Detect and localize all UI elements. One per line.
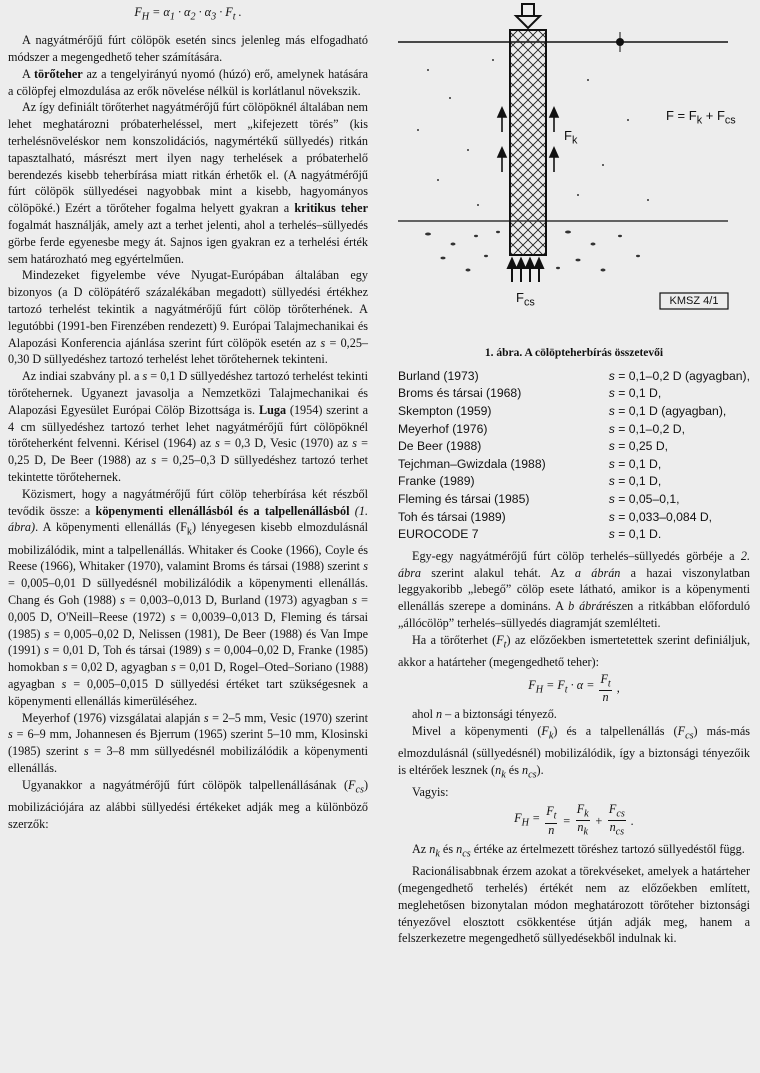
- left-column: [8, 0, 368, 833]
- references-table: [398, 368, 750, 544]
- right-paragraph-2: Ha a törőterhet $(F_t)$ az előzőekben ismertetettek szerint definiáljuk, akkor a határteher (megengedhető teher):: [398, 632, 750, 669]
- left-paragraph-6: Közismert, hogy a nagyátmérőjű fúrt cölöp teherbírása két részből tevődik össze: a köpenymenti ellenállásból és a talpellenállásból (1. ábra). A köpenymenti ellenállás $(F_k)$ lényegesen kisebb elmozdulásnál mobilizálódik, mint a talpellenállás. Whitaker és Cooke (1966), Coyle és Reese (1966), Whitaker (1970), valamint Broms és társai (1988) szerint s = 0,005–0,01 D süllyedésnél mobilizálódik a köpenymenti ellenállás. Chang és Goh (1988) s = 0,003–0,013 D, Burland (1973) agyagban s = 0,005 D, O'Neill–Reese (1972) s = 0,0039–0,013 D, Fleming és társai (1985) s = 0,005–0,02 D, Nelissen (1981), De Beer (1988) és Van Impe (1991) s = 0,01 D, Toh és társai (1989) s = 0,004–0,02 D, Franke (1985) homokban s = 0,02 D, agyagban s = 0,01 D, Rogel–Oted–Soriano (1988) agyagban s = 0,005–0,015 D süllyedési értéket tart szükségesnek a köpenymenti ellenállás kimerüléséhez.: [8, 486, 369, 708]
- stamp-label: KMSZ 4/1: [669, 295, 719, 307]
- left-paragraphs: [8, 32, 368, 832]
- right-paragraph-6: Az $n_k$ és $n_{cs}$ értéke az értelmezett töréshez tartozó süllyedéstől függ.: [412, 841, 745, 860]
- reference-row: [398, 491, 750, 509]
- reference-value: s = 0,05–0,1,: [608, 491, 680, 506]
- reference-author: De Beer (1988): [398, 439, 482, 454]
- reference-row: [398, 385, 750, 403]
- reference-value: s = 0,1 D,: [608, 386, 662, 401]
- base-force-label: $F_{cs}$: [516, 290, 535, 309]
- reference-value: s = 0,1–0,2 D (agyagban),: [608, 368, 750, 383]
- reference-row: [398, 421, 750, 439]
- reference-value: s = 0,1 D (agyagban),: [608, 403, 727, 418]
- left-paragraph-3: Az így definiált törőterhet nagyátmérőjű fúrt cölöpöknél általában nem lehet meghatározni próbaterheléssel, mert „kifejezett törés” (kis terhelésnöveléskor nem konszolidációs, nagymértékű süllyedés) ritkán tapasztalható, másrészt mert ilyen nagy terhelések a próbaterhelő berendezés kisebb teherbírása miatt ritkán érhetők el. (A nagyátmérőjű fúrt cölöpök süllyedései nagyobbak mint a kisebb, hagyományos cölöpöké.) Ezért a törőteher fogalma helyett gyakran a kritikus teher fogalmát használják, amely azt a terhet jelenti, ahol a terhelés–süllyedés görbe ferde egyenesbe megy át. Sajnos igen gyakran ez a terhelési érték sem határozható meg egyértelműen.: [8, 100, 368, 266]
- reference-author: Franke (1989): [398, 474, 475, 489]
- reference-author: Meyerhof (1976): [398, 421, 488, 436]
- top-formula: $F_H = \alpha_1 \cdot \alpha_2 \cdot \alpha_3 \cdot F_t$ .: [134, 5, 242, 23]
- left-paragraph-7: Meyerhof (1976) vizsgálatai alapján s = 2–5 mm, Vesic (1970) szerint s = 6–9 mm, Johannesen és Bjerrum (1965) szerint 5–10 mm, Klosinski (1985) szerint s = 3–8 mm süllyedésnél mobilizálódik a köpenymenti ellenállás.: [8, 710, 368, 775]
- equation-2: $F_H$ = $\frac{F_t}{n}$ = $\frac{F_k}{n_k}$ + $\frac{F_{cs}}{n_{cs}}$ .: [514, 802, 634, 838]
- pile-diagram: [398, 0, 750, 345]
- reference-row: [398, 456, 750, 474]
- right-column: [398, 0, 750, 947]
- left-paragraph-2: A törőteher az a tengelyirányú nyomó (húzó) erő, amelynek hatására a cölöpfej elmozdulása az erők növelése nélkül is korlátlanul növekszik.: [8, 66, 368, 98]
- base-resistance-arrows-icon: [508, 259, 543, 282]
- equation-1: $F_H = F_t \cdot \alpha$ = $\frac{F_t}{n}$ ,: [528, 671, 620, 705]
- right-paragraph-5: Vagyis:: [412, 785, 449, 800]
- reference-value: s = 0,1–0,2 D,: [608, 421, 685, 436]
- reference-author: Fleming és társai (1985): [398, 491, 530, 506]
- right-paragraph-3: ahol n – a biztonsági tényező.: [412, 707, 557, 722]
- reference-value: s = 0,033–0,084 D,: [608, 509, 713, 524]
- reference-row: [398, 509, 750, 527]
- reference-value: s = 0,25 D,: [608, 439, 669, 454]
- reference-author: Toh és társai (1989): [398, 509, 506, 524]
- left-paragraph-1: A nagyátmérőjű fúrt cölöpök esetén sincs jelenleg más elfogadható módszer a megengedhető teher számítására.: [8, 33, 368, 65]
- reference-row: [398, 368, 750, 386]
- reference-row: [398, 526, 750, 544]
- skin-force-label: $F_k$: [564, 128, 578, 147]
- reference-value: s = 0,1 D,: [608, 474, 662, 489]
- reference-author: Broms és társai (1968): [398, 386, 522, 401]
- pile-figure: [398, 0, 750, 345]
- left-paragraph-5: Az indiai szabvány pl. a s = 0,1 D süllyedéshez tartozó terhelést tekinti törőtehernek. Ugyanezt javasolja a Nemzetközi Talajmechanikai és Alapozási Egyesület Európai Cölöp Bizottsága is. Luga (1954) szerint a 4 cm süllyedéshez tartozó terhet lehet nagyátmérőjű fúrt cölöpöknél törőteherként felvenni. Kérisel (1964) az s = 0,3 D, Vesic (1970) az s = 0,25 D, De Beer (1988) az s = 0,25–0,3 D süllyedéshez tartozó terhet tekintette törőtehernek.: [8, 369, 369, 484]
- reference-author: Burland (1973): [398, 368, 479, 383]
- reference-row: [398, 438, 750, 456]
- total-force-label: $F = F_k + F_{cs}$: [666, 108, 736, 127]
- reference-row: [398, 473, 750, 491]
- reference-author: EUROCODE 7: [398, 527, 479, 542]
- reference-value: s = 0,1 D.: [608, 527, 662, 542]
- left-paragraph-8: Ugyanakkor a nagyátmérőjű fúrt cölöpök talpellenállásának $(F_{cs})$ mobilizációjára az alábbi süllyedési értékeket adják meg a különböző szerzők:: [8, 777, 368, 831]
- right-paragraph-7: Racionálisabbnak érzem azokat a törekvéseket, amelyek a határteher (megengedhető terhelés) értékét nem az előzőekben említett, meglehetősen bizonytalan módon meghatározott törőteher biztonsági tényezővel elosztott csökkentése útján adják meg, hanem a felszerkezetre megengedhető süllyedésekből indulnak ki.: [398, 864, 750, 946]
- reference-value: s = 0,1 D,: [608, 456, 662, 471]
- load-arrow-icon: [516, 4, 540, 28]
- reference-author: Skempton (1959): [398, 403, 492, 418]
- right-paragraph-1: Egy-egy nagyátmérőjű fúrt cölöp terhelés–süllyedés görbéje a 2. ábra szerint alakul tehát. Az a ábrán a hazai viszonylatban leggyakoribb „lebegő” cölöp esete látható, amikor is a köpenymenti ellenállás szerepe a domináns. A b ábrárészen a ritkábban előforduló „állócölöp” terhelés–süllyedés diagramját szemlélteti.: [398, 548, 751, 630]
- left-paragraph-4: Mindezeket figyelembe véve Nyugat-Európában általában egy bizonyos (a D cölöpátérő százalékában megadott) süllyedési értékhez tartozó terhelést tekintik a nagyátmérőjű fúrt cölöp törőterhének. A legutóbbi (1991-ben Firenzében rendezett) 9. Európai Talajmechanikai és Alapozási Konferencia ajánlása szerint fúrt cölöpök esetén az s = 0,25–0,30 D süllyedéshez tartozó terhelést lehet törőtehernek tekinteni.: [8, 268, 369, 367]
- pile-shaft: [510, 30, 546, 255]
- figure-caption: 1. ábra. A cölöpteherbírás összetevői: [484, 347, 664, 359]
- reference-author: Tejchman–Gwizdala (1988): [398, 456, 546, 471]
- reference-row: [398, 403, 750, 421]
- right-paragraph-4: Mivel a köpenymenti $(F_k)$ és a talpellenállás $(F_{cs})$ más-más elmozdulásnál (süllyedésnél) mobilizálódik, így a biztonsági tényezőik is eltérőek lesznek ($n_k$ és $n_{cs}$).: [398, 723, 750, 781]
